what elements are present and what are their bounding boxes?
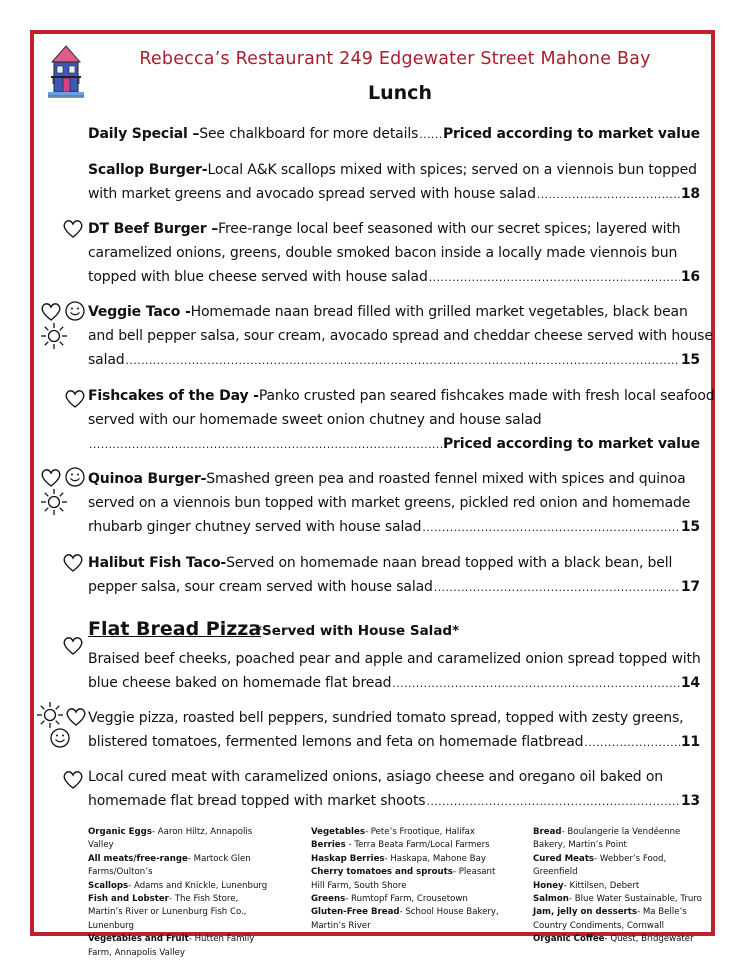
smiley-icon xyxy=(64,300,86,322)
sources-column-3 xyxy=(533,826,703,947)
pizza-heading: Flat Bread Pizza xyxy=(88,618,262,640)
item-desc: Panko crusted pan seared fishcakes made with fresh local seafood xyxy=(258,388,715,404)
pizza-note: *Served with House Salad* xyxy=(255,623,460,639)
sun-icon xyxy=(40,488,68,516)
sun-icon xyxy=(40,322,68,350)
source-entry: Greens- Rumtopf Farm, Crousetown xyxy=(311,894,468,905)
menu-item-quinoa-burger xyxy=(88,467,700,540)
dot-leader xyxy=(419,123,442,147)
source-entry: Fish and Lobster- The Fish Store, Martin’s River or Lunenburg Fish Co., Lunenburg xyxy=(88,894,247,931)
menu-item-veggie-taco xyxy=(88,300,713,373)
item-price: 17 xyxy=(680,579,700,595)
heart-icon xyxy=(64,389,86,409)
dot-leader xyxy=(584,731,679,755)
item-desc: and bell pepper salsa, sour cream, avocado spread and cheddar cheese served with house xyxy=(88,328,713,344)
item-price: 18 xyxy=(680,186,700,202)
source-entry: Scallops- Adams and Knickle, Lunenburg xyxy=(88,880,268,891)
pizza-item-beef-cheeks xyxy=(88,647,700,696)
dot-leader xyxy=(429,266,680,290)
source-entry: Jam, jelly on desserts- Ma Belle’s Country Condiments, Cornwall xyxy=(533,907,687,931)
menu-item-halibut-fish-taco xyxy=(88,551,700,600)
item-desc: Smashed green pea and roasted fennel mixed with spices and quinoa xyxy=(206,471,686,487)
item-price: 16 xyxy=(680,269,700,285)
item-name: Daily Special – xyxy=(88,126,200,142)
source-entry: Cherry tomatoes and sprouts- Pleasant Hill Farm, South Shore xyxy=(311,867,496,891)
source-entry: Berries - Terra Beata Farm/Local Farmers xyxy=(311,840,490,851)
item-price: 11 xyxy=(680,734,700,750)
dot-leader xyxy=(426,790,679,814)
item-desc: served on a viennois bun topped with market greens, pickled red onion and homemade xyxy=(88,495,691,511)
item-desc: blue cheese baked on homemade flat bread xyxy=(88,675,392,691)
menu-item-dt-beef-burger xyxy=(88,217,700,290)
item-price: Priced according to market value xyxy=(442,436,700,452)
item-name: DT Beef Burger – xyxy=(88,221,219,237)
heart-icon xyxy=(65,707,87,727)
heart-icon xyxy=(40,302,62,322)
source-entry: All meats/free-range- Martock Glen Farms/Oulton’s xyxy=(88,853,251,878)
item-desc: homemade flat bread topped with market shoots xyxy=(88,793,426,809)
item-name: Scallop Burger- xyxy=(88,162,208,178)
item-desc: Local cured meat with caramelized onions, asiago cheese and oregano oil baked on xyxy=(88,769,663,785)
item-desc: blistered tomatoes, fermented lemons and feta on homemade flatbread xyxy=(88,734,584,750)
item-desc: served with our homemade sweet onion chutney and house salad xyxy=(88,412,542,428)
pizza-item-cured-meat xyxy=(88,765,700,814)
source-entry: Salmon- Blue Water Sustainable, Truro xyxy=(533,894,702,905)
source-entry: Honey- Kittilsen, Debert xyxy=(533,880,640,891)
heart-icon xyxy=(62,636,84,656)
item-name: Quinoa Burger- xyxy=(88,471,207,487)
sources-column-1 xyxy=(88,826,274,960)
item-desc: salad xyxy=(88,352,125,368)
item-desc: See chalkboard for more details xyxy=(199,126,419,142)
item-desc: with market greens and avocado spread served with house salad xyxy=(88,186,536,202)
item-price: Priced according to market value xyxy=(442,126,700,142)
dot-leader xyxy=(392,672,679,696)
restaurant-title: Rebecca’s Restaurant 249 Edgewater Street Mahone Bay xyxy=(139,49,651,69)
dot-leader xyxy=(434,576,680,600)
item-desc: Homemade naan bread filled with grilled market vegetables, black bean xyxy=(190,304,688,320)
item-desc: Served on homemade naan bread topped with a black bean, bell xyxy=(226,555,673,571)
item-name: Halibut Fish Taco- xyxy=(88,555,227,571)
item-price: 13 xyxy=(680,793,700,809)
source-entry: Vegetables- Pete’s Frootique, Halifax xyxy=(311,827,475,837)
item-price: 15 xyxy=(680,519,700,535)
source-entry: Organic Coffee- Quest, Bridgewater xyxy=(533,934,694,945)
source-entry: Bread- Boulangerie la Vendéenne Bakery, Martin’s Point xyxy=(533,827,681,851)
sun-icon xyxy=(36,701,64,729)
item-desc: caramelized onions, greens, double smoked bacon inside a locally made viennois bun xyxy=(88,245,678,261)
heart-icon xyxy=(62,770,84,790)
sources-column-2 xyxy=(311,826,511,933)
source-entry: Cured Meats- Webber’s Food, Greenfield xyxy=(533,853,667,878)
item-desc: pepper salsa, sour cream served with house salad xyxy=(88,579,433,595)
source-entry: Haskap Berries- Haskapa, Mahone Bay xyxy=(311,853,486,864)
pizza-item-veggie xyxy=(88,706,700,755)
item-name: Veggie Taco - xyxy=(88,304,191,320)
heart-icon xyxy=(40,468,62,488)
item-price: 14 xyxy=(680,675,700,691)
source-entry: Organic Eggs- Aaron Hiltz, Annapolis Valley xyxy=(88,827,253,851)
dot-leader xyxy=(125,349,679,373)
item-desc: topped with blue cheese served with house salad xyxy=(88,269,428,285)
heart-icon xyxy=(62,553,84,573)
source-entry: Gluten-Free Bread- School House Bakery, Martin’s River xyxy=(311,907,499,931)
item-desc: Braised beef cheeks, poached pear and apple and caramelized onion spread topped with xyxy=(88,651,701,667)
smiley-icon xyxy=(64,466,86,488)
menu-item-daily-special xyxy=(88,122,700,147)
dot-leader xyxy=(422,516,679,540)
smiley-icon xyxy=(49,727,71,749)
item-price: 15 xyxy=(680,352,700,368)
heart-icon xyxy=(62,219,84,239)
dot-leader xyxy=(89,433,442,457)
dot-leader xyxy=(537,183,680,207)
source-entry: Vegetables and Fruit- Hutten Family Farm, Annapolis Valley xyxy=(88,934,255,958)
item-name: Fishcakes of the Day - xyxy=(88,388,259,404)
menu-item-scallop-burger xyxy=(88,158,700,207)
item-desc: Veggie pizza, roasted bell peppers, sundried tomato spread, topped with zesty greens, xyxy=(88,710,684,726)
meal-title: Lunch xyxy=(368,82,432,104)
house-logo-icon xyxy=(46,40,86,102)
item-desc: rhubarb ginger chutney served with house salad xyxy=(88,519,422,535)
item-desc: Free-range local beef seasoned with our secret spices; layered with xyxy=(218,221,681,237)
menu-item-fishcakes xyxy=(88,384,715,457)
item-desc: Local A&K scallops mixed with spices; served on a viennois bun topped xyxy=(207,162,697,178)
